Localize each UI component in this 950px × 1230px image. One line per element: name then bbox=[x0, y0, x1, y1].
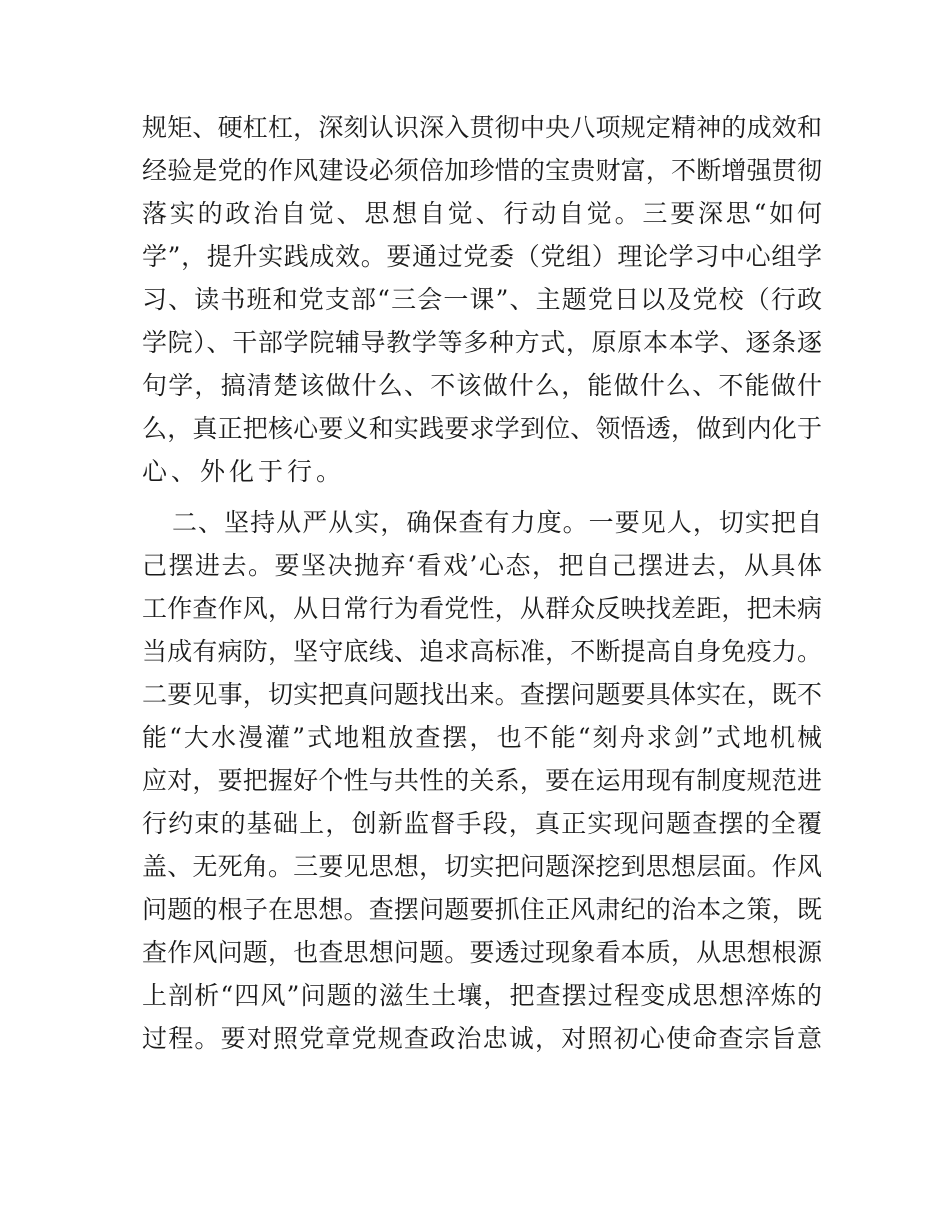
text-line: 落实的政治自觉、思想自觉、行动自觉。三要深思“如何 bbox=[142, 199, 822, 228]
text-line: 查作风问题，也查思想问题。要透过现象看本质，从思想根源 bbox=[142, 938, 822, 967]
text-line: 句学，搞清楚该做什么、不该做什么，能做什么、不能做什 bbox=[142, 371, 822, 400]
text-line: 工作查作风，从日常行为看党性，从群众反映找差距，把未病 bbox=[142, 594, 822, 623]
text-line: 己摆进去。要坚决抛弃‘看戏’心态，把自己摆进去，从具体 bbox=[142, 551, 822, 580]
text-line: 经验是党的作风建设必须倍加珍惜的宝贵财富，不断增强贯彻 bbox=[142, 156, 822, 185]
text-line: 习、读书班和党支部“三会一课”、主题党日以及党校（行政 bbox=[142, 285, 822, 314]
text-line: 二要见事，切实把真问题找出来。查摆问题要具体实在，既不 bbox=[142, 680, 822, 709]
text-line: 规矩、硬杠杠，深刻认识深入贯彻中央八项规定精神的成效和 bbox=[142, 113, 822, 142]
text-line: 行约束的基础上，创新监督手段，真正实现问题查摆的全覆 bbox=[142, 809, 822, 838]
text-line: 二、坚持从严从实，确保查有力度。一要见人，切实把自 bbox=[172, 508, 822, 537]
text-line: 心、外化于行。 bbox=[142, 457, 346, 486]
text-line: 问题的根子在思想。查摆问题要抓住正风肃纪的治本之策，既 bbox=[142, 895, 822, 924]
text-line: 过程。要对照党章党规查政治忠诚，对照初心使命查宗旨意 bbox=[142, 1024, 822, 1053]
text-line: 学”，提升实践成效。要通过党委（党组）理论学习中心组学 bbox=[142, 242, 822, 271]
text-line: 盖、无死角。三要见思想，切实把问题深挖到思想层面。作风 bbox=[142, 852, 822, 881]
text-line: 么，真正把核心要义和实践要求学到位、领悟透，做到内化于 bbox=[142, 414, 822, 443]
text-line: 能“大水漫灌”式地粗放查摆，也不能“刻舟求剑”式地机械 bbox=[142, 723, 822, 752]
text-line: 上剖析“四风”问题的滋生土壤，把查摆过程变成思想淬炼的 bbox=[142, 981, 822, 1010]
text-line: 应对，要把握好个性与共性的关系，要在运用现有制度规范进 bbox=[142, 766, 822, 795]
text-line: 当成有病防，坚守底线、追求高标准，不断提高自身免疫力。 bbox=[142, 637, 822, 666]
text-line: 学院）、干部学院辅导教学等多种方式，原原本本学、逐条逐 bbox=[142, 328, 822, 357]
